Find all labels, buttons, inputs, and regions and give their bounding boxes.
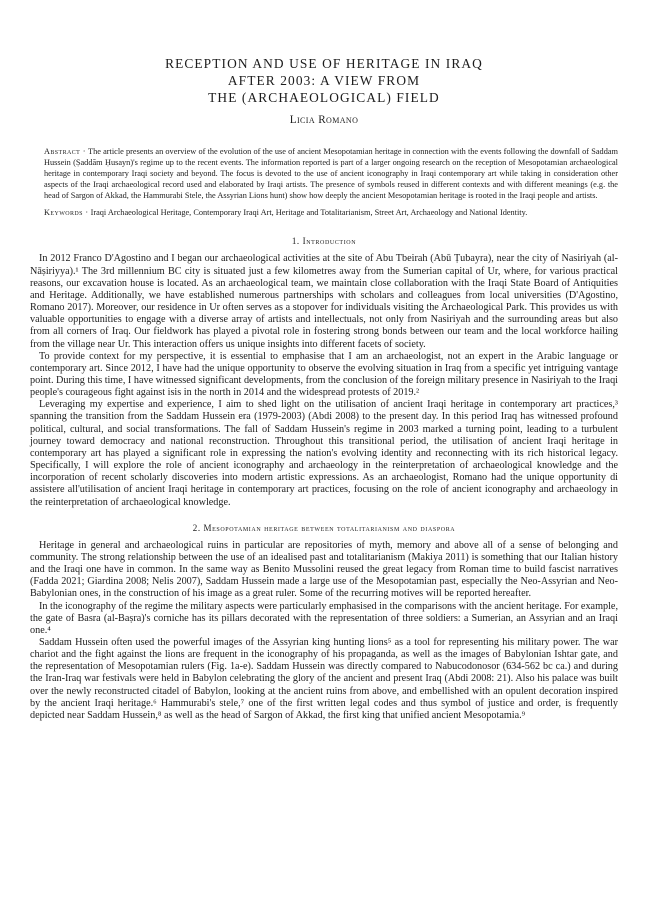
section-heading-introduction: 1. Introduction [291, 236, 357, 247]
paper-page [30, 0, 618, 722]
title-line-2: AFTER 2003: A VIEW FROM [227, 73, 421, 88]
paragraph: In 2012 Franco D'Agostino and I began our archaeological activities at the site of Abu Tbeirah (Abū Ṭubayra), near the city of Nasiriyah (al-Nāṣiriyya).¹ The 3rd millennium BC city is situated just a few kilometres away from the Sumerian capital of Ur, where, for various practical reasons, our excavation house is located. As an archaeological team, we maintain close collaboration with the Iraqi State Board of Antiquities and Heritage. Additionally, we have established numerous partnerships with scholars and colleagues from local universities (D'Agostino, Romano 2017). Moreover, our residence in Ur often serves as a stopover for individuals visiting the Archaeological Park. This provides us with valuable opportunities to engage with a diverse array of artists and intellectuals, not only from Nasiriyah and the surrounding areas but also from all corners of Iraq. Our fieldwork has played a pivotal role in fostering strong bonds between our team and the local workforce hailing from the village near Ur. This interaction offers us unique insights into different facets of society. [30, 253, 618, 350]
paragraph: Leveraging my expertise and experience, I aim to shed light on the utilisation of ancient Iraqi heritage in contemporary art practices,³ spanning the transition from the Saddam Hussein era (1979-2003) (Abdi 2008) to the present day. In this period Iraq has witnessed profound political, cultural, and social transformations. The fall of Saddam Hussein's regime in 2003 marked a turning point, leading to a turbulent journey toward democracy and national reconstruction. Throughout this transitional period, the utilisation of ancient Iraqi heritage in contemporary art has played a significant role in expressing the nation's evolving identity and reconnecting with its rich historical legacy. Specifically, I will explore the role of ancient iconography and archaeology in the reinterpretation of archaeological knowledge and the incorporation of recent scholarly discoveries into modern artistic expressions. As an archaeologist, Romano had the unique opportunity di assistere all'utilisation of ancient Iraqi heritage in contemporary art practices, focusing on the role of ancient iconography and archaeology in the reinterpretation of archaeological knowledge. [30, 399, 618, 508]
title-line-1: RECEPTION AND USE OF HERITAGE IN IRAQ [165, 56, 483, 71]
keywords-text: Iraqi Archaeological Heritage, Contemporary Iraqi Art, Heritage and Totalitarianism, Street Art, Archaeology and National Identity. [90, 207, 528, 217]
abstract-text: The article presents an overview of the evolution of the use of ancient Mesopotamian heritage in connection with the events following the downfall of Saddam Hussein (Ṣaddām Ḥusayn)'s regime up to the recent events. The information reported is part of a larger ongoing research on the reception of Mesopotamian archaeological heritage in contemporary Iraqi society and beyond. The focus is devoted to the use of ancient iconography in Iraqi contemporary art while taking in consideration other aspects of the Iraqi archaeological record used and elaborated by Iraqi artists. The presence of symbols reused in different contexts and with different meanings (e.g. the head of Sargon of Akkad, the Hammurabi Stele, the Assyrian Lions hunt) show how deeply the ancient Mesopotamian heritage is rooted in the Iraqi people and artists. [44, 147, 618, 200]
paragraph: To provide context for my perspective, it is essential to emphasise that I am an archaeologist, not an expert in the Arabic language or contemporary art. Since 2012, I have had the unique opportunity to observe the evolving situation in Iraq from a specific yet intriguing vantage point. During this time, I have witnessed significant developments, from the conclusion of the foreign military presence in Nasiriyah to the Iraqi people's courageous fight against isis in the north in 2014 and the widespread protests of 2019.² [30, 350, 618, 399]
author-name: Licia Romano [289, 114, 359, 126]
abstract-label: Abstract · [44, 147, 86, 156]
abstract [44, 147, 618, 202]
section-heading-mesopotamian-heritage: 2. Mesopotamian heritage between totalitarianism and diaspora [192, 522, 456, 533]
paper-title [30, 55, 618, 106]
paragraph: In the iconography of the regime the military aspects were particularly emphasised in the comparisons with the ancient heritage. For example, the gate of Basra (al-Baṣra)'s corniche has its pillars decorated with the representation of three soldiers: a Sumerian, an Assyrian and an Iraqi one.⁴ [30, 600, 618, 636]
title-line-3: THE (ARCHAEOLOGICAL) FIELD [208, 90, 440, 105]
keywords [44, 208, 618, 219]
paragraph: Saddam Hussein often used the powerful images of the Assyrian king hunting lions⁵ as a tool for representing his military power. The war chariot and the fight against the lions are frequent in the iconography of his propaganda, as well as the images of Babylonian Ishtar gate, and the representation of Mesopotamian rulers (Fig. 1a-e). Saddam Hussein was directly compared to Nabucodonosor (634-562 bc ca.) and during the Iran-Iraq war festivals were held in Babylon celebrating the glory of the ancient and present Iraq (Abdi 2008: 21). Also his palace was built over the newly reconstructed citadel of Babylon, looking at the ancient ruins from above, and embellished with an opulent decoration inspired by the ancient Iraqi heritage.⁶ Hammurabi's stele,⁷ one of the first written legal codes and thus symbol of justice and order, is frequently depicted near Saddam Hussein,⁸ as well as the head of Sargon of Akkad, the first king that unified ancient Mesopotamia.⁹ [30, 636, 618, 721]
keywords-label: Keywords · [44, 207, 89, 217]
paragraph: Heritage in general and archaeological ruins in particular are repositories of myth, memory and above all of a sense of belonging and community. The strong relationship between the use of an idealised past and totalitarianism (Makiya 2011) is something that our Italian history and the Iraqi one have in common. In the same way as Benito Mussolini reused the great legacy from Roman time to build fascist narratives (Fadda 2021; Giardina 2008; Nelis 2007), Saddam Hussein made a large use of the Mesopotamian past, especially the Neo-Assyrian and Neo-Babylonian ones, in the construction of his image as a great ruler. Some of the recurring motives will be reported hereafter. [30, 539, 618, 600]
